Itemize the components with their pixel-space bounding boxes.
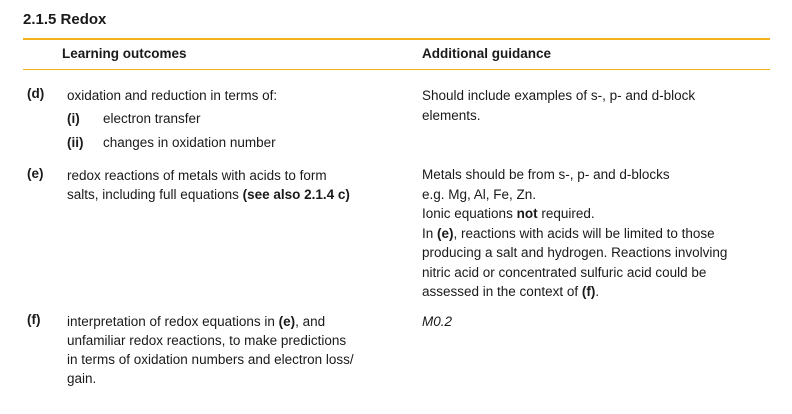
header-top-rule [23, 38, 770, 40]
text-span: In [422, 225, 438, 241]
emphasis: (e) [437, 225, 454, 241]
outcome-line: gain. [67, 371, 97, 386]
header-bottom-rule [23, 69, 770, 70]
header-learning-outcomes: Learning outcomes [62, 46, 187, 61]
text-span: assessed in the context of [422, 284, 582, 299]
text-span: interpretation of redox equations in [67, 314, 279, 329]
text-span: Ionic equations [422, 206, 517, 221]
guidance-line [422, 224, 772, 244]
text-span: , reactions with acids will be limited to those [453, 225, 715, 241]
guidance-line: producing a salt and hydrogen. Reactions involving [422, 245, 728, 260]
outcome-text [67, 312, 397, 388]
emphasis: (e) [278, 314, 296, 329]
outcome-line [67, 312, 397, 331]
section-title: 2.1.5 Redox [23, 11, 107, 28]
header-additional-guidance: Additional guidance [422, 46, 552, 61]
outcome-text: oxidation and reduction in terms of: [67, 88, 278, 103]
text-span: , and [295, 314, 326, 329]
outcome-line: redox reactions of metals with acids to form [67, 168, 327, 183]
subitem-text: changes in oxidation number [103, 135, 276, 150]
row-letter: (e) [27, 166, 44, 181]
guidance-line: e.g. Mg, Al, Fe, Zn. [422, 186, 537, 202]
text-span: required. [537, 206, 595, 221]
outcome-line [67, 185, 397, 204]
cross-reference: (see also 2.1.4 c) [242, 187, 350, 202]
subitem-i [67, 111, 201, 126]
guidance-line: nitric acid or concentrated sulfuric acid could be [422, 264, 707, 280]
guidance-line [422, 204, 772, 224]
guidance-line: elements. [422, 107, 481, 123]
outcome-line: in terms of oxidation numbers and electron loss/ [67, 352, 354, 367]
guidance-line [422, 282, 772, 302]
subitem-ii [67, 135, 276, 150]
outcome-text [67, 166, 397, 204]
guidance-line: Metals should be from s-, p- and d-blocks [422, 167, 670, 182]
outcome-line: unfamiliar redox reactions, to make predictions [67, 333, 347, 348]
text-span: . [595, 284, 600, 299]
emphasis: not [516, 206, 538, 221]
guidance-text [422, 86, 772, 125]
row-letter: (f) [27, 312, 41, 327]
outcome-plain: salts, including full equations [67, 187, 243, 202]
subitem-text: electron transfer [103, 111, 201, 126]
row-letter: (d) [27, 86, 45, 101]
guidance-line: Should include examples of s-, p- and d-block [422, 88, 696, 103]
emphasis: (f) [581, 284, 596, 299]
subitem-number: (ii) [67, 135, 84, 150]
subitem-number: (i) [67, 111, 80, 126]
guidance-maths-ref: M0.2 [422, 314, 453, 329]
guidance-text [422, 165, 772, 302]
